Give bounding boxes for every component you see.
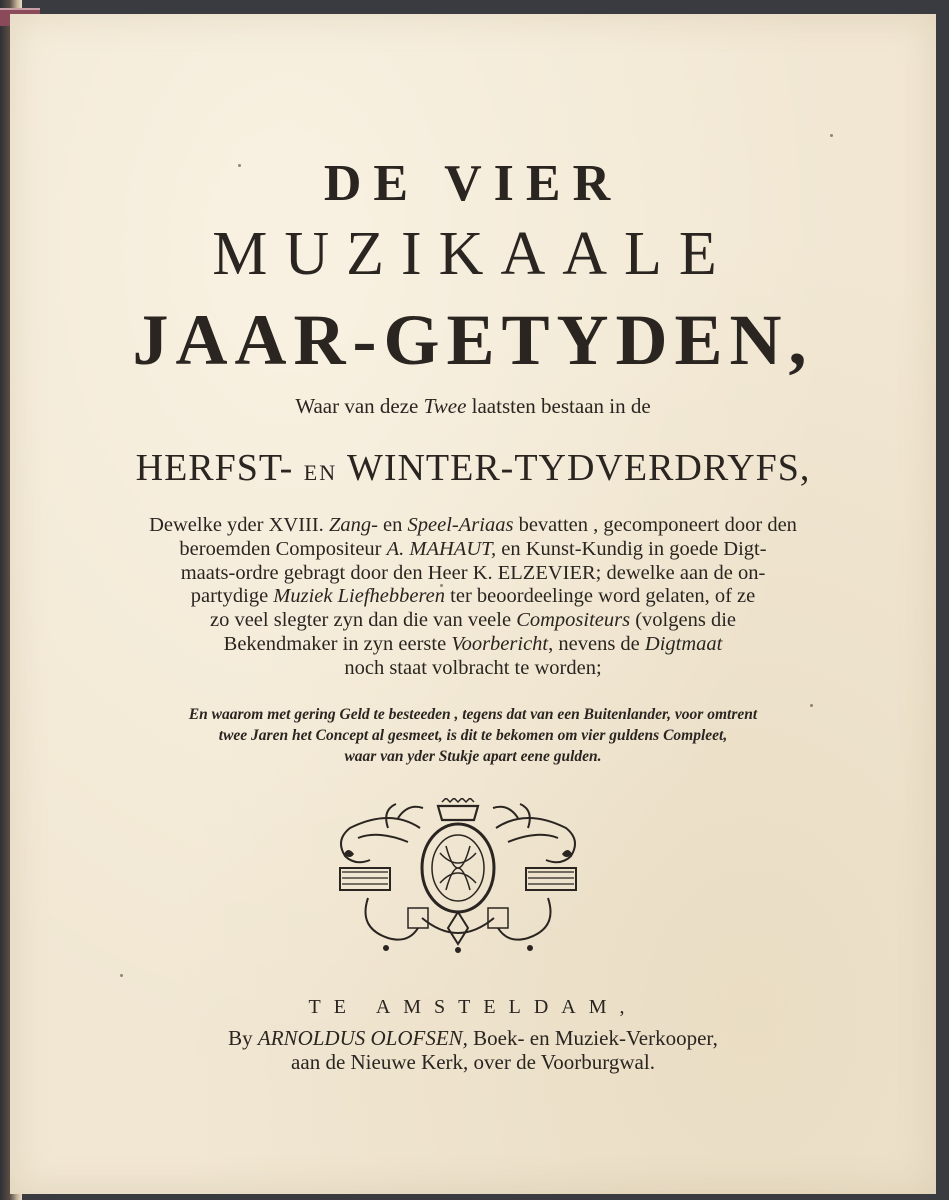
printers-ornament-icon: [328, 798, 588, 960]
headline: [10, 446, 936, 490]
body-line-1: [10, 514, 936, 538]
title-line-1: DE VIER: [323, 155, 623, 212]
body-line-6-a: Bekendmaker in zyn eerste: [223, 632, 447, 655]
headline-part-2: WINTER-TYDVERDRYFS,: [346, 447, 811, 489]
body-line-3: maats-ordre gebragt door den Heer K. ELZEVIER; dewelke aan de on-: [180, 561, 766, 584]
body-line-4-c: ter beoordeelinge word gelaten, of ze: [450, 585, 756, 608]
subtitle: [10, 394, 936, 419]
headline-en: EN: [303, 460, 338, 485]
body-line-4: [10, 585, 936, 609]
body-line-1-e: bevatten , gecomponeert door den: [518, 514, 797, 536]
body-line-4-b: Muziek Liefhebberen: [273, 585, 446, 608]
body-line-6-c: , nevens de: [548, 632, 640, 655]
body-line-6-b: Voorbericht: [451, 632, 549, 655]
imprint-printer: [10, 1026, 936, 1051]
title-line-3: JAAR-GETYDEN,: [132, 300, 814, 380]
body-paragraph: [10, 514, 936, 681]
subtitle-post: laatsten bestaan in de: [471, 394, 651, 418]
body-line-4-a: partydige: [190, 585, 269, 608]
title-page: [10, 14, 936, 1194]
body-line-7: noch staat volbracht te worden;: [344, 656, 602, 679]
body-line-6: [10, 633, 936, 657]
imprint-printer-name: ARNOLDUS OLOFSEN,: [257, 1026, 468, 1050]
body-line-2-b: A. MAHAUT,: [386, 537, 497, 560]
paper-speck: [830, 134, 833, 137]
body-line-1-d: Speel-Ariaas: [407, 514, 514, 536]
body-line-2-c: en Kunst-Kundig in goede Digt-: [501, 537, 767, 560]
body-line-2: [10, 538, 936, 562]
imprint-address: aan de Nieuwe Kerk, over de Voorburgwal.: [291, 1050, 655, 1074]
headline-part-1: HERFST-: [135, 447, 294, 489]
body-line-1-b: Zang-: [328, 514, 378, 536]
subtitle-italic: Twee: [423, 394, 467, 418]
imprint-by: By: [228, 1026, 253, 1050]
note-line-2: twee Jaren het Concept al gesmeet, is dit te bekomen om vier guldens Compleet,: [218, 727, 728, 744]
body-line-5-b: Compositeurs: [516, 609, 631, 632]
title-line-2: MUZIKAALE: [212, 220, 734, 288]
price-note: [10, 704, 936, 767]
note-line-3: waar van yder Stukje apart eene gulden.: [344, 748, 602, 765]
body-line-5: [10, 609, 936, 633]
note-line-1: En waarom met gering Geld te besteeden , tegens dat van een Buitenlander, voor omtrent: [188, 706, 758, 723]
body-line-5-a: zo veel slegter zyn dan die van veele: [209, 609, 512, 632]
body-line-1-a: Dewelke yder XVIII.: [149, 514, 324, 536]
body-line-1-c: en: [383, 514, 403, 536]
body-line-5-c: (volgens die: [635, 609, 737, 632]
body-line-2-a: beroemden Compositeur: [179, 537, 382, 560]
paper-speck: [120, 974, 123, 977]
body-line-6-d: Digtmaat: [644, 632, 723, 655]
imprint-printer-trade: Boek- en Muziek-Verkooper,: [473, 1026, 718, 1050]
subtitle-pre: Waar van deze: [295, 394, 419, 418]
imprint-city: TE AMSTELDAM,: [308, 996, 638, 1018]
